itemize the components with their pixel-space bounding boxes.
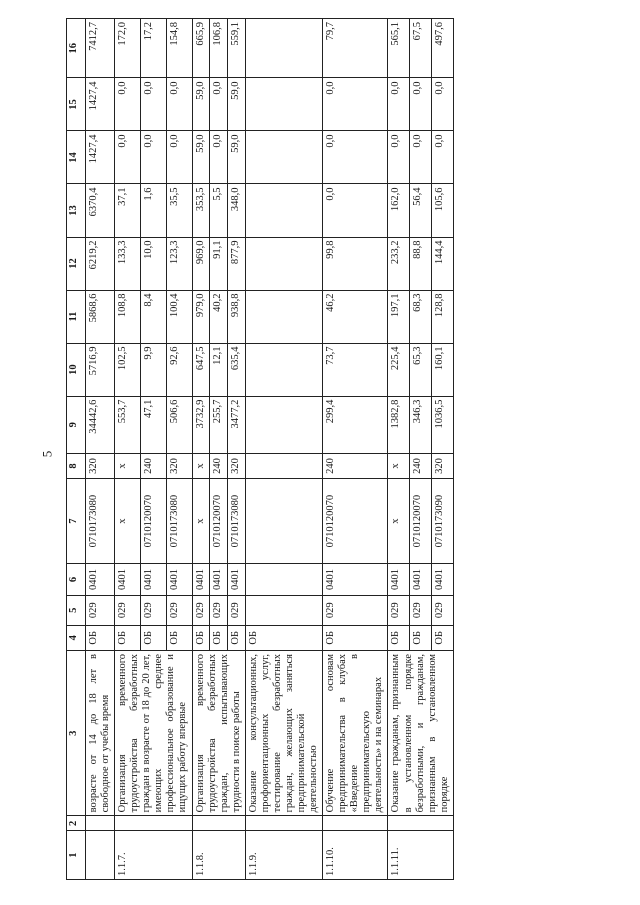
code-cell: 0401 — [166, 564, 192, 596]
page-number: 5 — [39, 450, 55, 458]
amount-cell: 46,2 — [323, 290, 388, 343]
amount-cell: 108,8 — [115, 290, 141, 343]
amount-cell: 1382,8 — [388, 396, 410, 453]
code-cell: х — [388, 453, 410, 478]
amount-cell: 969,0 — [192, 237, 210, 290]
code-cell: ОБ — [245, 625, 322, 650]
amount-cell: 1427,4 — [86, 78, 115, 131]
amount-cell: 3477,2 — [228, 396, 246, 453]
table-row — [323, 19, 388, 880]
amount-cell: 348,0 — [228, 184, 246, 237]
section-number: 1.1.11. — [388, 831, 453, 880]
column-header: 4 — [67, 625, 86, 650]
amount-cell: 6219,2 — [86, 237, 115, 290]
amount-cell: 0,0 — [115, 78, 141, 131]
amount-cell: 0,0 — [410, 131, 432, 184]
amount-cell: 59,0 — [228, 131, 246, 184]
code-cell: 029 — [115, 595, 141, 625]
column-header: 5 — [67, 595, 86, 625]
column-2-cell — [323, 816, 388, 831]
amount-cell: 233,2 — [388, 237, 410, 290]
code-cell: 0401 — [228, 564, 246, 596]
column-header: 14 — [67, 131, 86, 184]
table-body — [86, 19, 454, 880]
amount-cell: 7412,7 — [86, 19, 115, 78]
measure-description: Оказание гражданам, признанным в установленном порядке безработными, и гражданам, признанным в установленном порядке — [388, 650, 453, 815]
code-cell: 240 — [410, 453, 432, 478]
code-cell: х — [192, 479, 210, 564]
code-cell: 029 — [431, 595, 453, 625]
column-header: 12 — [67, 237, 86, 290]
amount-cell: 0,0 — [210, 131, 228, 184]
amount-cell: 34442,6 — [86, 396, 115, 453]
amount-cell: 144,4 — [431, 237, 453, 290]
amount-cell: 665,9 — [192, 19, 210, 78]
code-cell: ОБ — [115, 625, 141, 650]
amount-cell: 346,3 — [410, 396, 432, 453]
code-cell: 029 — [192, 595, 210, 625]
code-cell: 029 — [410, 595, 432, 625]
code-cell: ОБ — [323, 625, 388, 650]
amount-cell — [245, 237, 322, 290]
amount-cell: 5716,9 — [86, 343, 115, 396]
amount-cell: 160,1 — [431, 343, 453, 396]
code-cell: 0710173080 — [86, 479, 115, 564]
amount-cell: 255,7 — [210, 396, 228, 453]
column-header: 7 — [67, 479, 86, 564]
code-cell: 029 — [210, 595, 228, 625]
section-number: 1.1.7. — [115, 831, 192, 880]
amount-cell: 106,8 — [210, 19, 228, 78]
amount-cell: 877,9 — [228, 237, 246, 290]
code-cell: 0710120070 — [140, 479, 166, 564]
amount-cell: 40,2 — [210, 290, 228, 343]
amount-cell: 497,6 — [431, 19, 453, 78]
amount-cell: 0,0 — [323, 131, 388, 184]
code-cell: ОБ — [388, 625, 410, 650]
measure-description: Обучение основам предпринимательства в клубах «Введение в предпринимательскую деятельность» и на семинарах — [323, 650, 388, 815]
amount-cell: 100,4 — [166, 290, 192, 343]
budget-table — [66, 18, 454, 880]
amount-cell: 91,1 — [210, 237, 228, 290]
amount-cell: 3732,9 — [192, 396, 210, 453]
amount-cell: 59,0 — [192, 78, 210, 131]
amount-cell: 128,8 — [431, 290, 453, 343]
column-2-cell — [86, 816, 115, 831]
amount-cell: 0,0 — [115, 131, 141, 184]
amount-cell: 938,8 — [228, 290, 246, 343]
amount-cell: 59,0 — [192, 131, 210, 184]
column-header: 10 — [67, 343, 86, 396]
column-header: 6 — [67, 564, 86, 596]
amount-cell: 635,4 — [228, 343, 246, 396]
amount-cell: 0,0 — [166, 78, 192, 131]
amount-cell: 506,6 — [166, 396, 192, 453]
code-cell: 240 — [210, 453, 228, 478]
amount-cell: 553,7 — [115, 396, 141, 453]
amount-cell: 68,3 — [410, 290, 432, 343]
amount-cell: 105,6 — [431, 184, 453, 237]
amount-cell: 299,4 — [323, 396, 388, 453]
amount-cell — [245, 19, 322, 78]
amount-cell: 56,4 — [410, 184, 432, 237]
amount-cell: 133,3 — [115, 237, 141, 290]
code-cell — [245, 479, 322, 564]
amount-cell: 65,3 — [410, 343, 432, 396]
measure-description: Оказание консультационных, профориентационных услуг, тестирование безработных граждан, желающих заняться предпринимательской деятельностью — [245, 650, 322, 815]
column-2-cell — [192, 816, 245, 831]
column-2-cell — [245, 816, 322, 831]
amount-cell: 162,0 — [388, 184, 410, 237]
section-number: 1.1.8. — [192, 831, 245, 880]
section-number: 1.1.10. — [323, 831, 388, 880]
amount-cell: 559,1 — [228, 19, 246, 78]
code-cell — [245, 595, 322, 625]
amount-cell — [245, 396, 322, 453]
code-cell: 0401 — [388, 564, 410, 596]
code-cell: 029 — [323, 595, 388, 625]
column-header: 16 — [67, 19, 86, 78]
amount-cell: 67,5 — [410, 19, 432, 78]
amount-cell: 0,0 — [431, 78, 453, 131]
amount-cell: 5868,6 — [86, 290, 115, 343]
code-cell: 240 — [140, 453, 166, 478]
code-cell: х — [192, 453, 210, 478]
amount-cell: 37,1 — [115, 184, 141, 237]
amount-cell: 79,7 — [323, 19, 388, 78]
amount-cell: 10,0 — [140, 237, 166, 290]
table-row — [192, 19, 210, 880]
amount-cell: 5,5 — [210, 184, 228, 237]
code-cell: 320 — [86, 453, 115, 478]
amount-cell: 1427,4 — [86, 131, 115, 184]
table-row — [115, 19, 141, 880]
code-cell: 320 — [228, 453, 246, 478]
amount-cell: 0,0 — [210, 78, 228, 131]
amount-cell: 92,6 — [166, 343, 192, 396]
amount-cell: 47,1 — [140, 396, 166, 453]
table-row — [245, 19, 322, 880]
code-cell: 0401 — [431, 564, 453, 596]
code-cell: 0401 — [410, 564, 432, 596]
code-cell: ОБ — [228, 625, 246, 650]
table-row — [388, 19, 410, 880]
amount-cell: 647,5 — [192, 343, 210, 396]
code-cell: 0710173080 — [166, 479, 192, 564]
section-number: 1.1.9. — [245, 831, 322, 880]
code-cell: 0710173090 — [431, 479, 453, 564]
amount-cell — [245, 184, 322, 237]
amount-cell: 0,0 — [140, 131, 166, 184]
amount-cell: 172,0 — [115, 19, 141, 78]
amount-cell: 565,1 — [388, 19, 410, 78]
code-cell: 0401 — [210, 564, 228, 596]
amount-cell: 353,5 — [192, 184, 210, 237]
amount-cell: 1036,5 — [431, 396, 453, 453]
column-header: 3 — [67, 650, 86, 815]
amount-cell: 1,6 — [140, 184, 166, 237]
code-cell: х — [115, 479, 141, 564]
code-cell: 0710173080 — [228, 479, 246, 564]
measure-description: Организация временного трудоустройства безработных граждан, испытывающих трудности в поиске работы — [192, 650, 245, 815]
code-cell: 0710120070 — [323, 479, 388, 564]
amount-cell: 88,8 — [410, 237, 432, 290]
code-cell: 029 — [166, 595, 192, 625]
amount-cell: 225,4 — [388, 343, 410, 396]
column-2-cell — [115, 816, 192, 831]
code-cell: 0710120070 — [210, 479, 228, 564]
column-2-cell — [388, 816, 453, 831]
section-number — [86, 831, 115, 880]
amount-cell — [245, 290, 322, 343]
amount-cell: 9,9 — [140, 343, 166, 396]
code-cell — [245, 453, 322, 478]
code-cell: 029 — [86, 595, 115, 625]
column-header: 13 — [67, 184, 86, 237]
amount-cell: 979,0 — [192, 290, 210, 343]
measure-description: Организация временного трудоустройства безработных граждан в возрасте от 18 до 20 лет, имеющих среднее профессиональное образование и ищущих работу впервые — [115, 650, 192, 815]
amount-cell: 0,0 — [323, 184, 388, 237]
amount-cell — [245, 343, 322, 396]
code-cell: 029 — [140, 595, 166, 625]
table-row — [86, 19, 115, 880]
amount-cell: 0,0 — [388, 131, 410, 184]
amount-cell: 8,4 — [140, 290, 166, 343]
code-cell: ОБ — [140, 625, 166, 650]
code-cell: ОБ — [86, 625, 115, 650]
amount-cell: 99,8 — [323, 237, 388, 290]
code-cell: 0401 — [86, 564, 115, 596]
column-header: 8 — [67, 453, 86, 478]
code-cell: 0401 — [323, 564, 388, 596]
amount-cell: 35,5 — [166, 184, 192, 237]
amount-cell: 17,2 — [140, 19, 166, 78]
code-cell: 320 — [431, 453, 453, 478]
code-cell: ОБ — [210, 625, 228, 650]
code-cell: ОБ — [431, 625, 453, 650]
amount-cell: 154,8 — [166, 19, 192, 78]
amount-cell: 123,3 — [166, 237, 192, 290]
code-cell: ОБ — [192, 625, 210, 650]
amount-cell: 197,1 — [388, 290, 410, 343]
header-row — [67, 19, 86, 880]
code-cell: ОБ — [410, 625, 432, 650]
column-header: 2 — [67, 816, 86, 831]
column-header: 9 — [67, 396, 86, 453]
code-cell: ОБ — [166, 625, 192, 650]
amount-cell: 0,0 — [388, 78, 410, 131]
amount-cell: 0,0 — [166, 131, 192, 184]
rotated-table-container — [66, 18, 615, 880]
amount-cell: 0,0 — [410, 78, 432, 131]
code-cell: х — [388, 479, 410, 564]
amount-cell — [245, 78, 322, 131]
code-cell: х — [115, 453, 141, 478]
amount-cell: 0,0 — [431, 131, 453, 184]
code-cell: 0710120070 — [410, 479, 432, 564]
amount-cell: 73,7 — [323, 343, 388, 396]
code-cell — [245, 564, 322, 596]
amount-cell: 12,1 — [210, 343, 228, 396]
code-cell: 240 — [323, 453, 388, 478]
column-header: 11 — [67, 290, 86, 343]
column-header: 15 — [67, 78, 86, 131]
code-cell: 0401 — [115, 564, 141, 596]
amount-cell: 102,5 — [115, 343, 141, 396]
code-cell: 0401 — [140, 564, 166, 596]
amount-cell — [245, 131, 322, 184]
measure-description: возрасте от 14 до 18 лет в свободное от учебы время — [86, 650, 115, 815]
column-header: 1 — [67, 831, 86, 880]
amount-cell: 59,0 — [228, 78, 246, 131]
code-cell: 029 — [388, 595, 410, 625]
code-cell: 320 — [166, 453, 192, 478]
code-cell: 0401 — [192, 564, 210, 596]
code-cell: 029 — [228, 595, 246, 625]
amount-cell: 6370,4 — [86, 184, 115, 237]
amount-cell: 0,0 — [140, 78, 166, 131]
amount-cell: 0,0 — [323, 78, 388, 131]
